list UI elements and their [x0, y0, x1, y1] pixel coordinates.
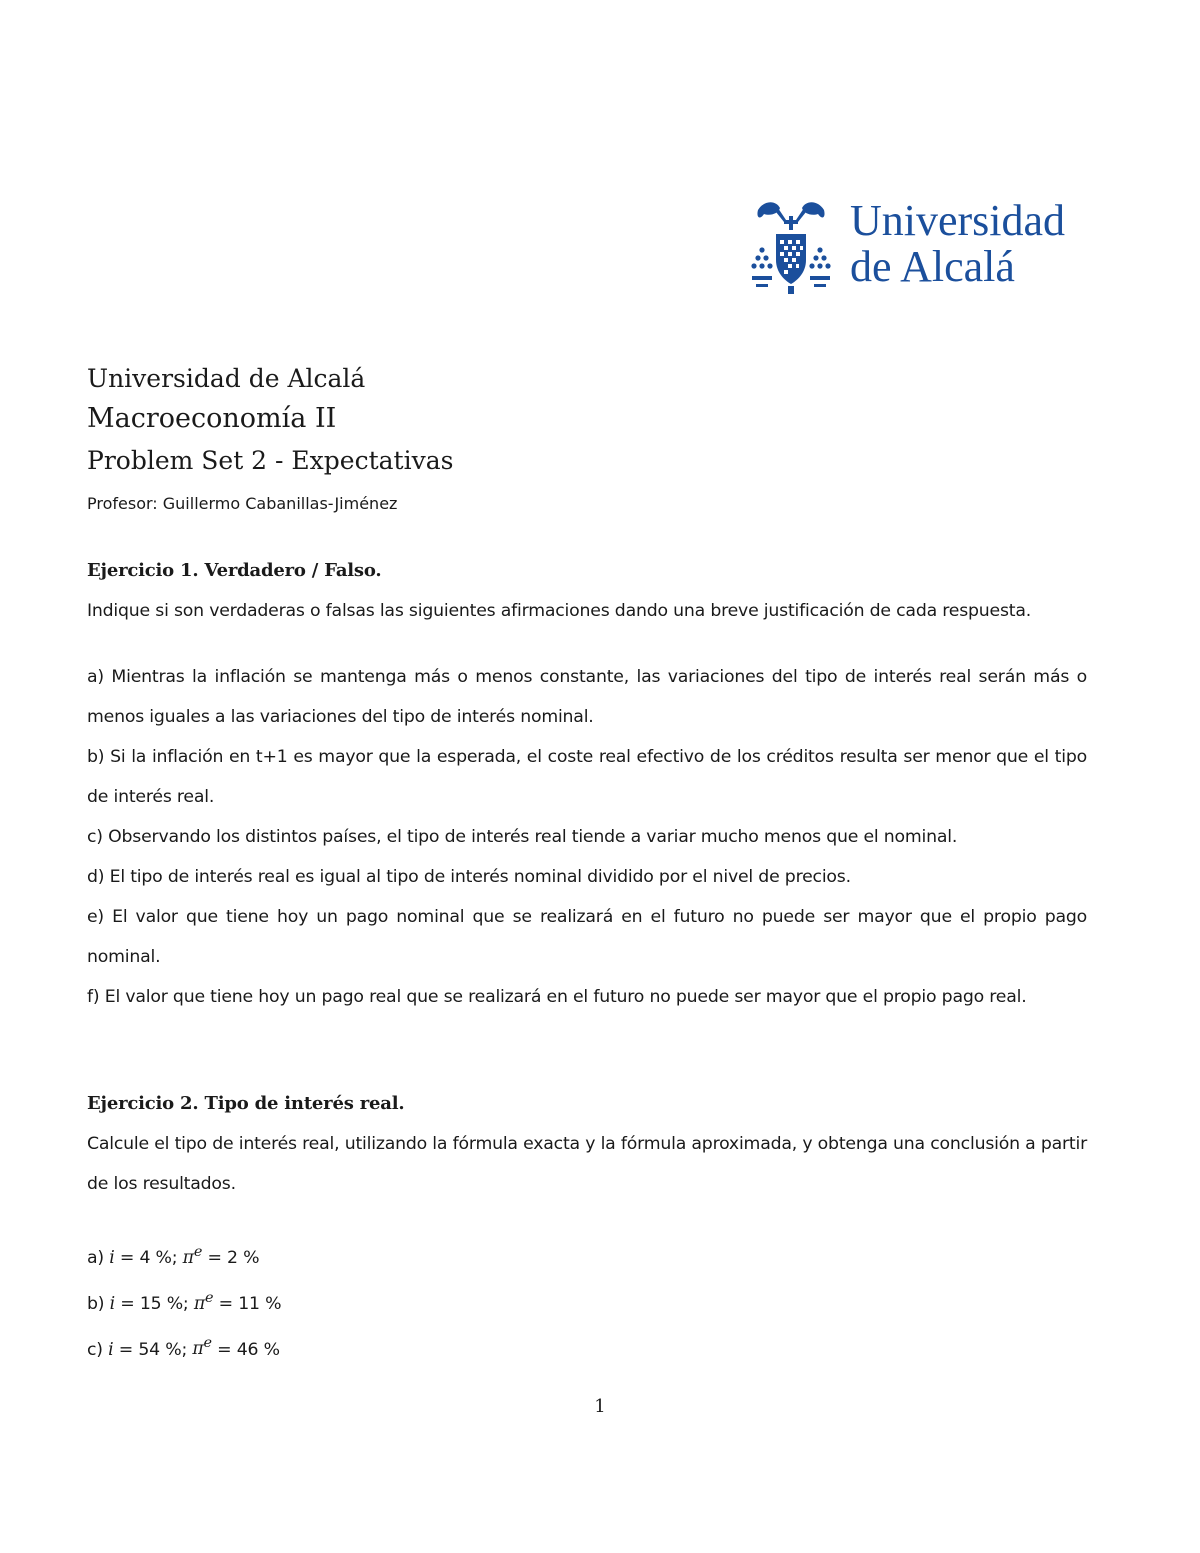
item-label: b) [87, 1293, 105, 1314]
item-label: c) [87, 1339, 103, 1360]
nominal-rate: 4 % [139, 1247, 172, 1268]
university-logo [750, 198, 1080, 298]
exercise-1 [87, 551, 1087, 631]
exercise-2-item-b: b) i = 15 %; $\pi^e = 11$ % [87, 1289, 282, 1314]
expected-inflation: 11 % [238, 1293, 282, 1314]
exercise-1-item-e: e) El valor que tiene hoy un pago nominal que se realizará en el futuro no puede ser mayor que el propio pago nominal. [87, 907, 1087, 967]
expected-inflation: 46 % [236, 1339, 280, 1360]
exercise-2-intro: Calcule el tipo de interés real, utilizando la fórmula exacta y la fórmula aproximada, y obtenga una conclusión a partir de los resultados. [87, 1134, 1087, 1194]
exercise-2 [87, 1084, 1087, 1204]
nominal-rate: 54 % [138, 1339, 182, 1360]
exercise-1-title: Ejercicio 1. Verdadero / Falso. [87, 560, 382, 581]
item-label: a) [87, 1247, 104, 1268]
exercise-1-item-d: d) El tipo de interés real es igual al tipo de interés nominal dividido por el nivel de precios. [87, 867, 851, 887]
nominal-rate: 15 % [139, 1293, 183, 1314]
exercise-2-title: Ejercicio 2. Tipo de interés real. [87, 1093, 405, 1114]
exercise-1-item-a: a) Mientras la inflación se mantenga más o menos constante, las variaciones del tipo de interés real serán más o menos iguales a las variaciones del tipo de interés nominal. [87, 667, 1087, 727]
expected-inflation: 2 % [227, 1247, 260, 1268]
university-logo-text [850, 198, 1065, 290]
exercise-1-item-f: f) El valor que tiene hoy un pago real que se realizará en el futuro no puede ser mayor que el propio pago real. [87, 987, 1027, 1007]
problem-set-title: Problem Set 2 - Expectativas [87, 446, 454, 475]
logo-line-2: de Alcalá [850, 242, 1015, 291]
exercise-2-items [87, 1232, 1087, 1369]
university-name: Universidad de Alcalá [87, 364, 366, 393]
exercise-2-item-a: a) i = 4 %; $\pi^e = 2$ % [87, 1244, 260, 1268]
page-number: 1 [594, 1396, 606, 1417]
exercise-1-item-b: b) Si la inflación en t+1 es mayor que la esperada, el coste real efectivo de los créditos resulta ser menor que el tipo de interés real. [87, 747, 1087, 807]
exercise-1-item-c: c) Observando los distintos países, el tipo de interés real tiende a variar mucho menos que el nominal. [87, 827, 958, 847]
university-crest-icon [750, 198, 832, 298]
professor-line: Profesor: Guillermo Cabanillas-Jiménez [87, 494, 398, 513]
logo-line-1: Universidad [850, 196, 1066, 245]
exercise-1-items [87, 657, 1087, 1017]
course-title: Macroeconomía II [87, 403, 337, 434]
exercise-2-item-c: c) i = 54 %; $\pi^e = 46$ % [87, 1335, 280, 1360]
exercise-1-intro: Indique si son verdaderas o falsas las siguientes afirmaciones dando una breve justificación de cada respuesta. [87, 601, 1032, 621]
